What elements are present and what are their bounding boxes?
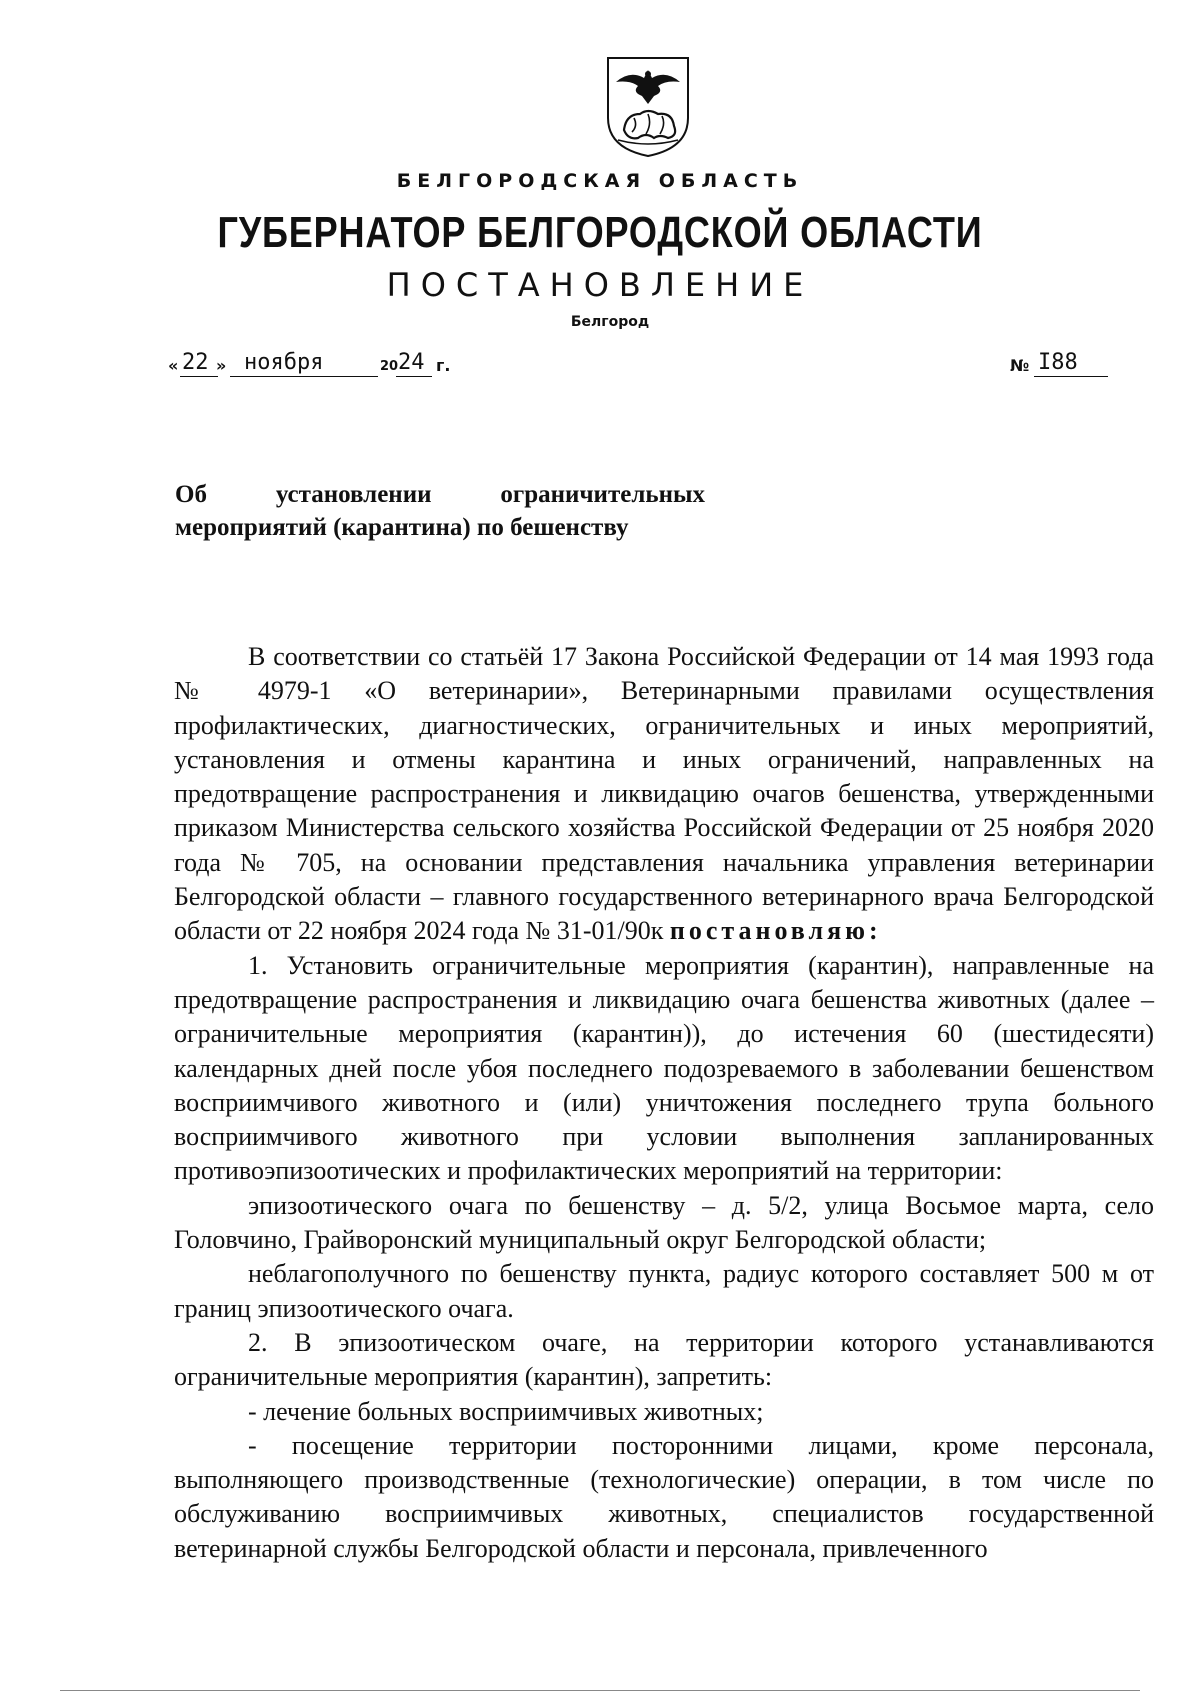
intro-keyword: постановляю: (669, 916, 882, 946)
year-mark: г. (436, 356, 451, 375)
year-underline (396, 376, 432, 377)
decree-heading: ПОСТАНОВЛЕНИЕ (386, 266, 814, 304)
decree-number: I88 (1038, 350, 1078, 375)
date-year: 24 (398, 350, 425, 375)
dateline (168, 350, 1128, 386)
title-line-2: мероприятий (карантина) по бешенству (175, 514, 629, 541)
region-heading: БЕЛГОРОДСКАЯ ОБЛАСТЬ (396, 170, 804, 192)
title-word-2: установлении (275, 481, 432, 508)
title-word-3: ограничительных (500, 481, 705, 508)
paragraph-2a: - лечение больных восприимчивых животных; (248, 1396, 764, 1426)
coat-of-arms-icon (604, 56, 692, 158)
number-underline (1034, 376, 1108, 377)
day-underline (180, 376, 218, 377)
decree-title (175, 478, 705, 544)
paragraph-1b: неблагополучного по бешенству пункта, радиус которого составляет 500 м от границ эпизоотического очага. (174, 1259, 1154, 1323)
paragraph-2: 2. В эпизоотическом очаге, на территории которого устанавливаются ограничительные мероприятия (карантин), запретить: (174, 1327, 1154, 1392)
date-month: ноября (244, 350, 324, 375)
paragraph-2b: - посещение территории посторонними лицами, кроме персонала, выполняющего производственные (технологические) операции, в том числе по обслуживанию восприимчивых животных, специалистов государственной ветеринарной службы Белгородской области и персонала, привлеченного (174, 1430, 1154, 1563)
city-label: Белгород (570, 314, 650, 330)
open-quote: « (168, 356, 179, 375)
governor-heading: ГУБЕРНАТОР БЕЛГОРОДСКОЙ ОБЛАСТИ (217, 208, 983, 257)
paragraph-1a: эпизоотического очага по бешенству – д. 5/2, улица Восьмое марта, село Головчино, Грайворонский муниципальный округ Белгородской области; (174, 1190, 1154, 1255)
month-underline (230, 376, 378, 377)
intro-paragraph (174, 640, 1154, 949)
paragraph-1: 1. Установить ограничительные мероприятия (карантин), направленные на предотвращение распространения и ликвидацию очага бешенства животных (далее – ограничительные мероприятия (карантин)), до истечения 60 (шестидесяти) календарных дней после убоя последнего подозреваемого в заболевании бешенством восприимчивого животного и (или) уничтожения последнего трупа больного восприимчивого животного при условии выполнения запланированных противоэпизоотических и профилактических мероприятий на территории: (174, 950, 1154, 1186)
decree-body (174, 640, 1154, 1566)
title-word-1: Об (175, 481, 207, 508)
page-bottom-edge (60, 1690, 1140, 1691)
intro-text: В соответствии со статьёй 17 Закона Российской Федерации от 14 мая 1993 года № 4979-1 «О ветеринарии», Ветеринарными правилами осуществления профилактических, диагностических, ограничительных и иных мероприятий, установления и отмены карантина и иных ограничений, направленных на предотвращение распространения и ликвидацию очагов бешенства, утвержденными приказом Министерства сельского хозяйства Российской Федерации от 25 ноября 2020 года № 705, на основании представления начальника управления ветеринарии Белгородской области – главного государственного ветеринарного врача Белгородской области от 22 ноября 2024 года № 31-01/90к (174, 642, 1154, 946)
number-label: № (1010, 356, 1030, 375)
close-quote: » (216, 356, 227, 375)
date-day: 22 (182, 350, 209, 375)
year-prefix: 20 (380, 359, 399, 374)
